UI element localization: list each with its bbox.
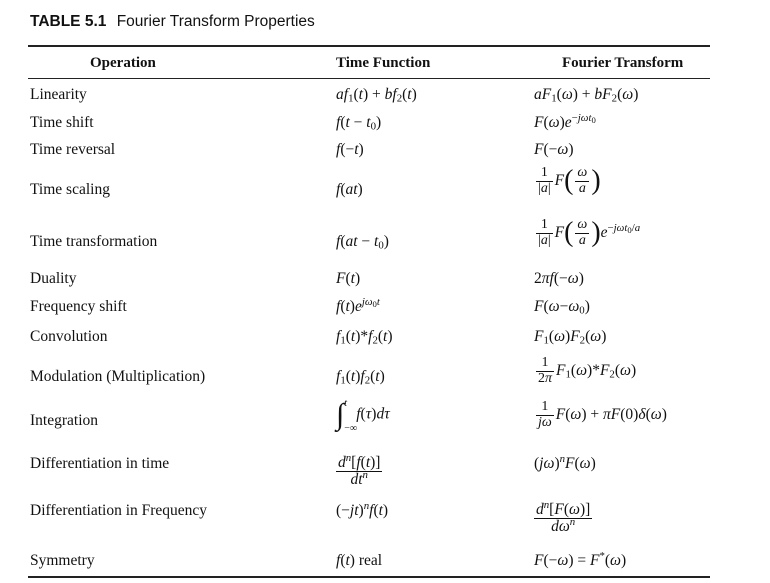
fourier-transform-cell: $aF_1(\omega) + bF_2(\omega)$: [534, 86, 639, 105]
time-function-cell: $f(at - t_0)$: [336, 233, 389, 252]
time-function-cell: $f_1(t)f_2(t)$: [336, 368, 385, 387]
time-function-cell: f(t) real: [336, 552, 383, 569]
table-caption: [30, 13, 315, 31]
operation-cell: Time shift: [30, 114, 94, 131]
time-function-cell: $\frac{d^n[f(t)]}{dt^n}$: [338, 452, 381, 489]
time-function-cell: $f(t - t_0)$: [336, 114, 382, 133]
fourier-transform-cell: $F_1(\omega)F_2(\omega)$: [534, 328, 607, 347]
fourier-transform-cell: F(−ω) = F*(ω): [534, 550, 627, 569]
fourier-transform-cell: $\frac{1}{|a|}$ F( $\frac{\omega}{a}$ ): [538, 165, 601, 197]
operation-cell: Differentiation in Frequency: [30, 502, 208, 519]
time-function-cell: $f(t)e^{j\omega_0t}$: [336, 296, 380, 315]
time-function-cell: ∫ t −∞ f(τ)dτ: [336, 398, 390, 434]
operation-cell: Symmetry: [30, 552, 95, 569]
fourier-transform-cell: $F(\omega)e^{-j\omega t_0}$: [534, 112, 596, 131]
operation-cell: Frequency shift: [30, 298, 127, 315]
header-fourier-transform: Fourier Transform: [562, 55, 684, 71]
operation-cell: Differentiation in time: [30, 455, 170, 472]
fourier-transform-cell: $\frac{1}{|a|}$ F( $\frac{\omega}{a}$ )$e^{-j\omega t_0/a}$: [538, 217, 641, 249]
time-function-cell: f(at): [336, 181, 363, 198]
operation-cell: Linearity: [30, 86, 87, 103]
fourier-transform-cell: $\frac{1}{j\omega}$ F(ω) + πF(0)δ(ω): [538, 399, 667, 430]
fourier-transform-cell: 2πf(−ω): [534, 270, 584, 287]
fourier-transform-cell: $\frac{d^n[F(\omega)]}{d\omega^n}$: [536, 499, 591, 536]
time-function-cell: $f_1(t)*f_2(t)$: [336, 328, 393, 347]
fourier-transform-cell: F(−ω): [534, 141, 574, 158]
header-rule: [28, 78, 710, 79]
operation-cell: Duality: [30, 270, 77, 287]
operation-cell: Modulation (Multiplication): [30, 368, 206, 385]
time-function-cell: f(−t): [336, 141, 364, 158]
time-function-cell: $(-jt)^nf(t)$: [336, 500, 389, 519]
table-number: TABLE 5.1: [30, 13, 107, 30]
operation-cell: Time scaling: [30, 181, 110, 198]
operation-cell: Time transformation: [30, 233, 158, 250]
bottom-rule: [28, 576, 710, 578]
table-title: Fourier Transform Properties: [116, 13, 315, 30]
fourier-transform-cell: $F(\omega-\omega_0)$: [534, 298, 590, 317]
time-function-cell: $af_1(t) + bf_2(t)$: [336, 86, 417, 105]
time-function-cell: F(t): [336, 270, 361, 287]
header-operation: Operation: [90, 55, 156, 71]
top-rule: [28, 45, 710, 47]
operation-cell: Time reversal: [30, 141, 116, 158]
fourier-transform-cell: $(j\omega)^nF(\omega)$: [534, 453, 596, 472]
header-time-function: Time Function: [336, 55, 431, 71]
operation-cell: Integration: [30, 412, 99, 429]
fourier-transform-cell: $\frac{1}{2\pi}$ $F_1(\omega)*F_2(\omega)$: [538, 355, 637, 386]
operation-cell: Convolution: [30, 328, 108, 345]
